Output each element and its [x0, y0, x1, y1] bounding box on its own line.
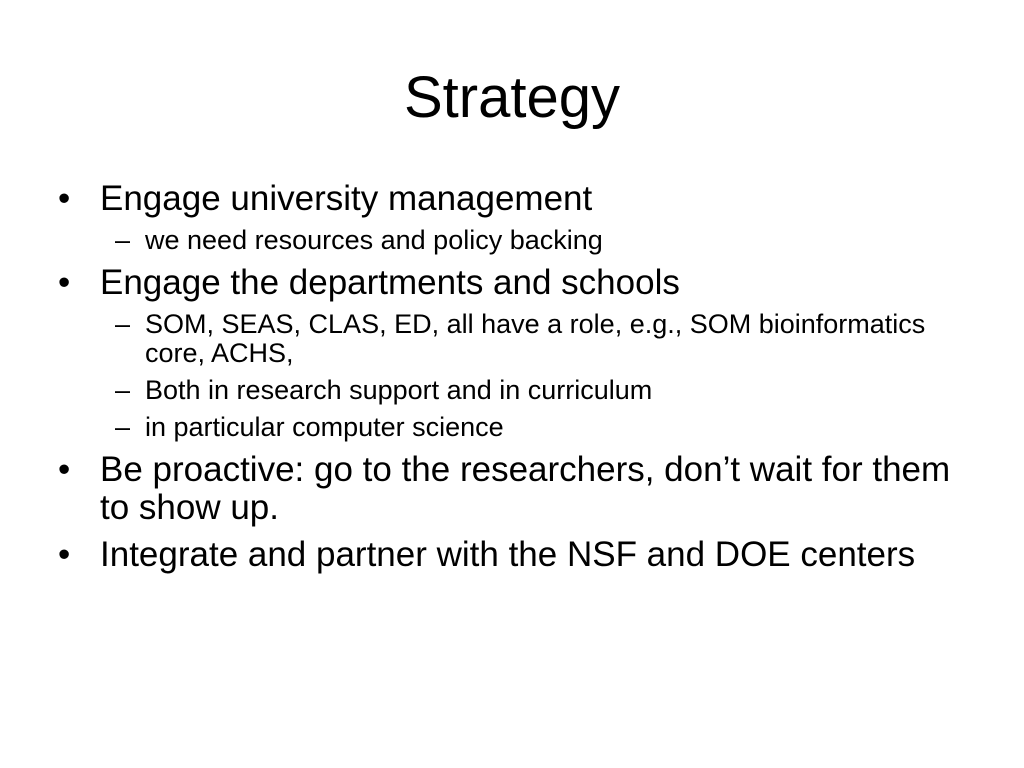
sub-bullet-item [58, 226, 958, 255]
bullet-item [58, 536, 958, 574]
bullet-item [58, 264, 958, 302]
bullet-marker: • [58, 179, 71, 218]
bullet-marker: • [58, 450, 71, 489]
sub-bullet-group [58, 310, 958, 442]
slide-title: Strategy [404, 65, 620, 130]
sub-bullet-text: Both in research support and in curriculum [145, 375, 653, 405]
sub-bullet-item [58, 376, 958, 405]
sub-bullet-text: SOM, SEAS, CLAS, ED, all have a role, e.g., SOM bioinformatics core, ACHS, [145, 309, 926, 368]
sub-bullet-item [58, 413, 958, 442]
bullet-item [58, 180, 958, 218]
slide-body [58, 180, 958, 574]
bullet-item [58, 451, 958, 527]
sub-bullet-marker: – [115, 309, 131, 339]
sub-bullet-text: in particular computer science [145, 412, 504, 442]
sub-bullet-item [58, 310, 958, 368]
bullet-marker: • [58, 535, 71, 574]
sub-bullet-text: we need resources and policy backing [145, 225, 603, 255]
sub-bullet-group [58, 226, 958, 255]
bullet-text: Integrate and partner with the NSF and DOE centers [100, 535, 916, 574]
sub-bullet-marker: – [115, 375, 131, 405]
bullet-marker: • [58, 263, 71, 302]
sub-bullet-marker: – [115, 412, 131, 442]
bullet-text: Engage university management [100, 179, 593, 218]
bullet-text: Be proactive: go to the researchers, don’t wait for them to show up. [100, 450, 951, 527]
sub-bullet-marker: – [115, 225, 131, 255]
bullet-text: Engage the departments and schools [100, 263, 680, 302]
